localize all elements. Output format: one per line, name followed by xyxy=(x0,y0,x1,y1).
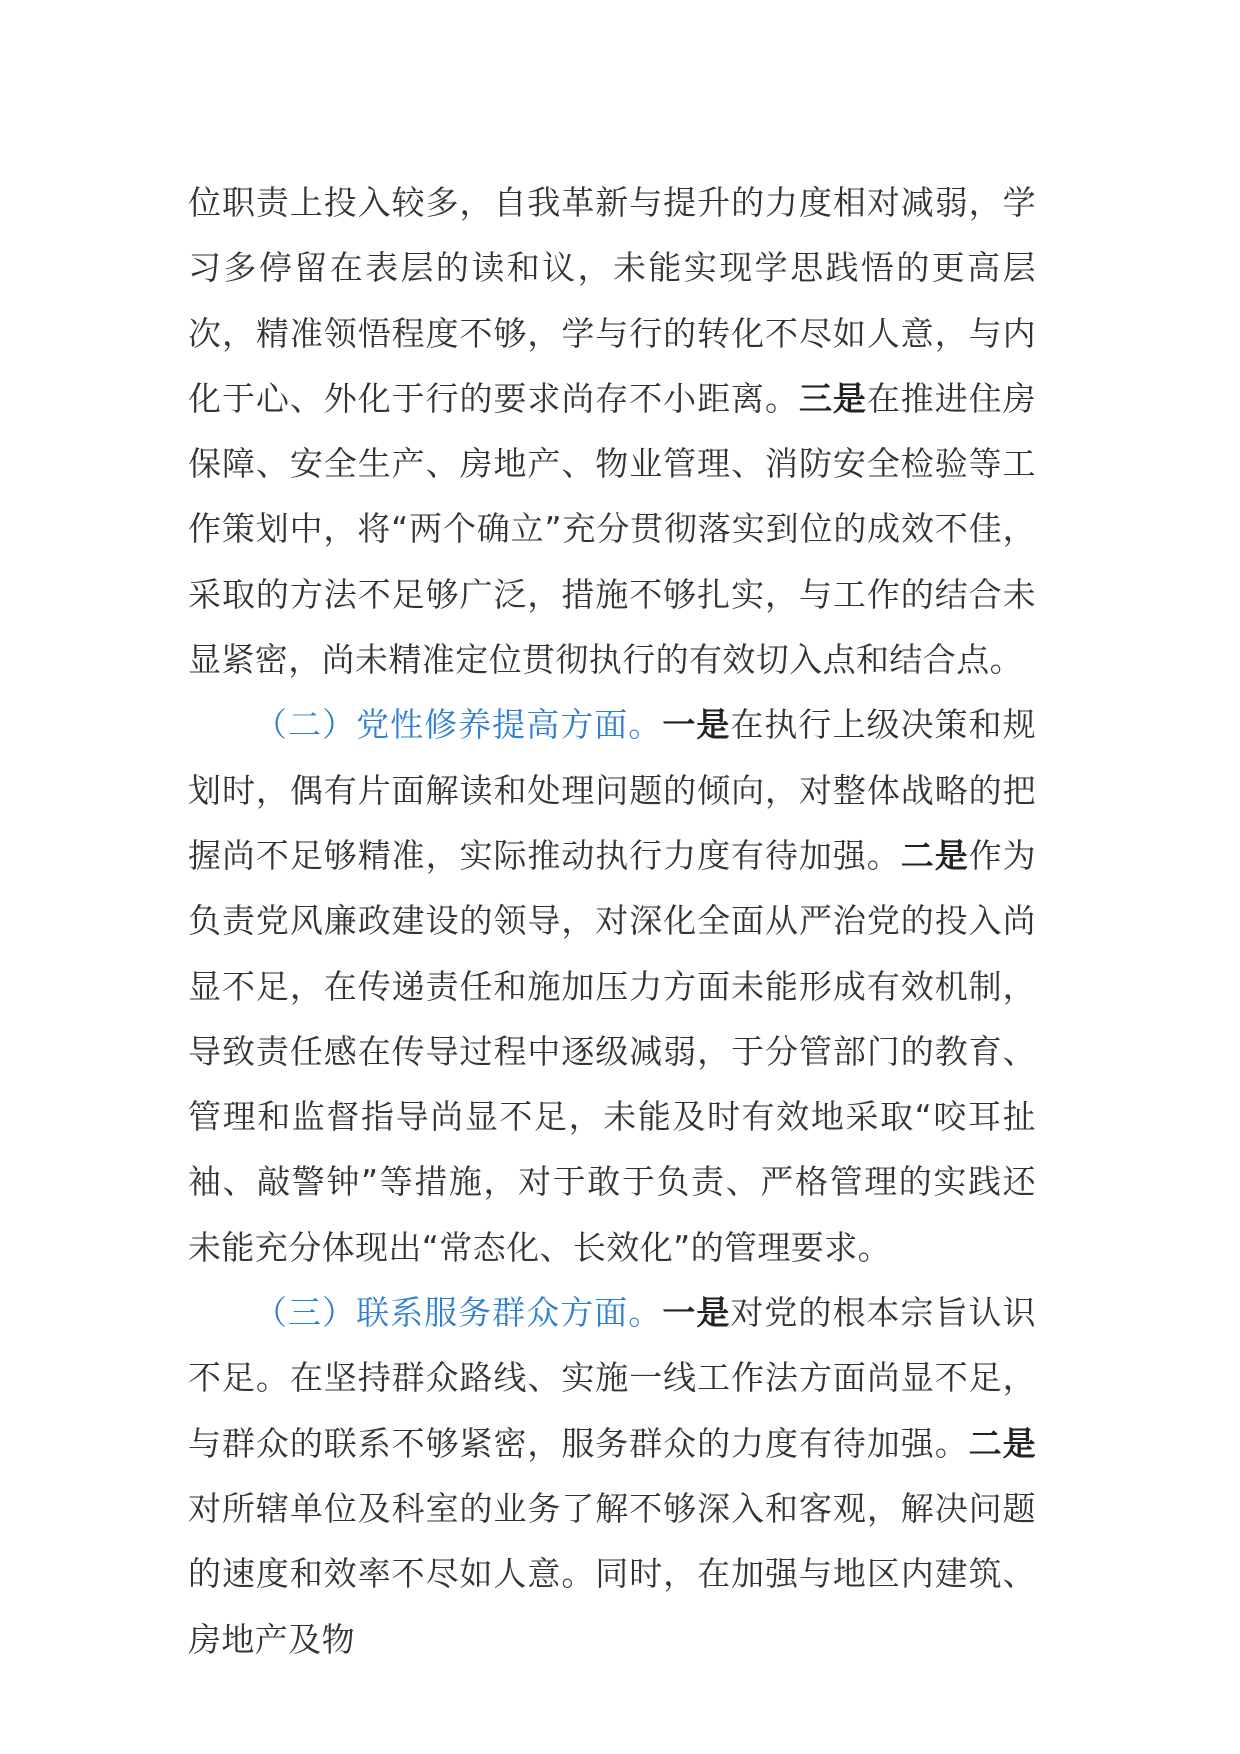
section-heading: （二）党性修养提高方面。 xyxy=(254,705,663,745)
lead-marker: 二是 xyxy=(968,1423,1036,1463)
paragraph-study-issues xyxy=(188,170,1036,692)
lead-marker: 二是 xyxy=(900,835,969,875)
paragraph-text: 对所辖单位及科室的业务了解不够深入和客观，解决问题的速度和效率不尽如人意。同时，在加强与地区内建筑、房地产及物 xyxy=(188,1488,1036,1659)
lead-marker: 一是 xyxy=(662,1293,731,1333)
section-heading: （三）联系服务群众方面。 xyxy=(254,1293,663,1333)
document-page xyxy=(188,170,1036,1672)
paragraph-party-spirit xyxy=(188,692,1036,1280)
paragraph-text: 作为负责党风廉政建设的领导，对深化全面从严治党的投入尚显不足，在传递责任和施加压力方面未能形成有效机制，导致责任感在传导过程中逐级减弱，于分管部门的教育、管理和监督指导尚显不足，未能及时有效地采取“咬耳扯袖、敲警钟”等措施，对于敢于负责、严格管理的实践还未能充分体现出“常态化、长效化”的管理要求。 xyxy=(188,835,1036,1267)
lead-marker: 一是 xyxy=(662,705,731,745)
lead-marker: 三是 xyxy=(798,378,867,418)
paragraph-text: 在推进住房保障、安全生产、房地产、物业管理、消防安全检验等工作策划中，将“两个确立”充分贯彻落实到位的成效不佳，采取的方法不足够广泛，措施不够扎实，与工作的结合未显紧密，尚未精准定位贯彻执行的有效切入点和结合点。 xyxy=(188,378,1037,680)
paragraph-text: 对党的根本宗旨认识不足。在坚持群众路线、实施一线工作法方面尚显不足，与群众的联系不够紧密，服务群众的力度有待加强。 xyxy=(188,1293,1036,1463)
paragraph-text: 在执行上级决策和规划时，偶有片面解读和处理问题的倾向，对整体战略的把握尚不足够精准，实际推动执行力度有待加强。 xyxy=(188,705,1036,875)
paragraph-serving-masses xyxy=(188,1280,1036,1672)
paragraph-text: 位职责上投入较多，自我革新与提升的力度相对减弱，学习多停留在表层的读和议，未能实现学思践悟的更高层次，精准领悟程度不够，学与行的转化不尽如人意，与内化于心、外化于行的要求尚存不小距离。 xyxy=(188,183,1036,418)
